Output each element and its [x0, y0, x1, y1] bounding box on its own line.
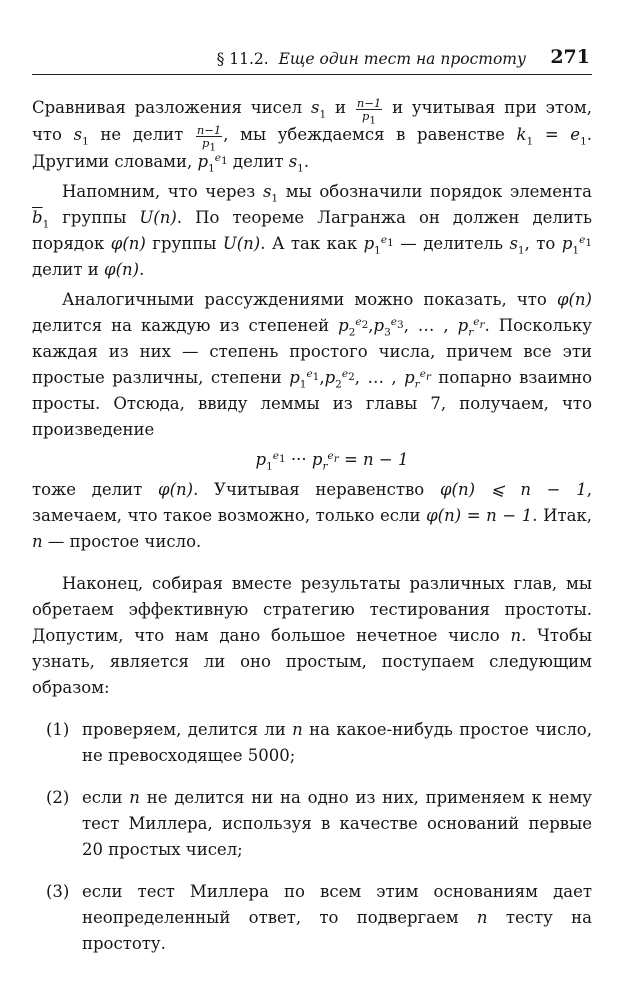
paragraph-2: Напомним, что через $s_1$ мы обозначили порядок элемента $\overline{b}_1$ группы U(n). По теореме Лагранжа он должен делить порядок φ(n) группы U(n). А так как $p_1^{e_1}$ — делитель $s_1$, то $p_1^{e_1}$ делит и φ(n). — [32, 182, 592, 279]
fraction: $\frac{n-1}{p_1}$ — [196, 123, 222, 154]
section-number: § 11.2. — [216, 50, 269, 68]
fraction: $\frac{n-1}{p_1}$ — [356, 96, 382, 127]
list-item: (3) если тест Миллера по всем этим основаниям дает неопределенный ответ, то подвергаем n тесту на простоту. — [32, 879, 592, 957]
paragraph-3: Аналогичными рассуждениями можно показать, что φ(n) делится на каждую из степеней $p_2^{e_2},p_3^{e_3}$, … , $p_r^{e_r}$. Поскольку каждая из них — степень простого числа, причем все эти простые различны, степени $p_1^{e_1},p_2^{e_2}$, … , $p_r^{e_r}$ попарно взаимно просты. Отсюда, ввиду леммы из главы 7, получаем, что произведение — [32, 290, 593, 439]
list-marker: (2) — [46, 788, 70, 807]
book-page — [32, 44, 592, 973]
page-number: 271 — [550, 46, 590, 68]
running-header — [32, 44, 592, 75]
body-text — [32, 95, 592, 957]
list-item: (2) если n не делится ни на одно из них, применяем к нему тест Миллера, используя в качестве оснований первые 20 простых чисел; — [32, 785, 592, 863]
section-heading — [217, 50, 526, 68]
list-marker: (3) — [46, 882, 70, 901]
paragraph-1: Сравнивая разложения чисел $s_1$ и $\frac{n-1}{p_1}$ и учитывая при этом, что $s_1$ не делит $\frac{n-1}{p_1}$ , мы убеждаемся в равенстве $k_1 = e_1$. Другими словами, $p_1^{e_1}$ делит $s_1$. — [32, 96, 592, 175]
section-title: Еще один тест на простоту — [278, 50, 526, 68]
list-marker: (1) — [46, 720, 70, 739]
strategy-list — [32, 717, 592, 957]
list-item: (1) проверяем, делится ли n на какое-нибудь простое число, не превосходящее 5000; — [32, 717, 592, 769]
paragraph-4: тоже делит φ(n). Учитывая неравенство φ(n) ⩽ n − 1, замечаем, что такое возможно, только если φ(n) = n − 1. Итак, n — простое число. — [32, 480, 593, 551]
display-formula: $p_1^{e_1}$ ··· $p_r^{e_r} = n - 1$ — [255, 449, 409, 473]
paragraph-5: Наконец, собирая вместе результаты различных глав, мы обретаем эффективную стратегию тестирования простоты. Допустим, что нам дано большое нечетное число n. Чтобы узнать, является ли оно простым, поступаем следующим образом: — [32, 574, 592, 697]
